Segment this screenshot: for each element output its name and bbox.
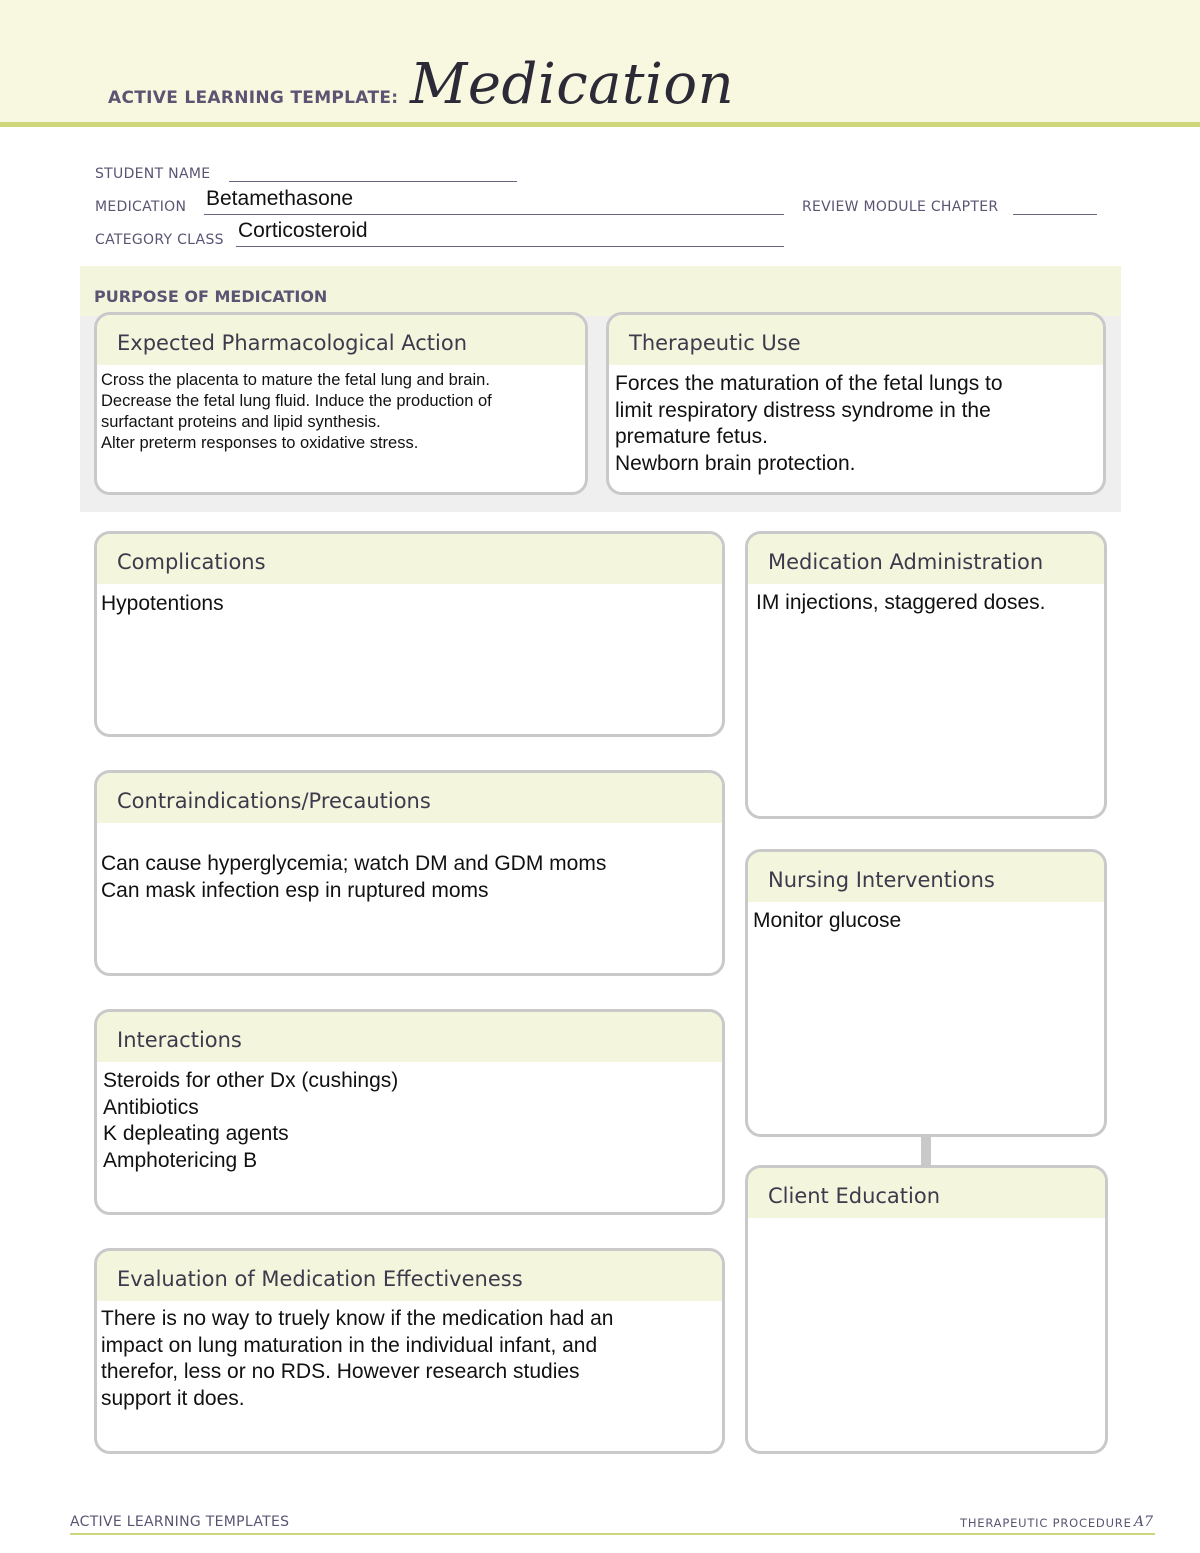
contraindications-text xyxy=(97,823,722,904)
category-class-value: Corticosteroid xyxy=(238,219,368,242)
footer-rule xyxy=(70,1533,1155,1535)
template-label: ACTIVE LEARNING TEMPLATE: xyxy=(108,88,399,108)
therapeutic-use-text xyxy=(609,365,1103,477)
text-line: Cross the placenta to mature the fetal lung and brain. xyxy=(101,371,490,389)
client-education-text xyxy=(748,1218,1105,1224)
nursing-interventions-heading: Nursing Interventions xyxy=(748,852,1104,902)
text-line: Forces the maturation of the fetal lungs to xyxy=(615,372,1003,395)
medication-administration-heading: Medication Administration xyxy=(748,534,1104,584)
text-line: Can mask infection esp in ruptured moms xyxy=(101,878,489,902)
review-module-field[interactable] xyxy=(1013,196,1097,215)
text-line: impact on lung maturation in the individual infant, and xyxy=(101,1333,598,1357)
text-line: IM injections, staggered doses. xyxy=(756,591,1046,614)
complications-text xyxy=(97,584,722,618)
medication-value: Betamethasone xyxy=(206,187,354,210)
page-number: A7 xyxy=(1134,1514,1154,1530)
text-line: There is no way to truely know if the medication had an xyxy=(101,1307,614,1330)
medication-administration-box[interactable] xyxy=(745,531,1107,819)
page-title: Medication xyxy=(410,52,735,117)
evaluation-box[interactable] xyxy=(94,1248,725,1454)
expected-action-box[interactable] xyxy=(94,312,588,495)
text-line: Monitor glucose xyxy=(753,909,902,932)
text-line: Antibiotics xyxy=(103,1095,199,1119)
text-line: support it does. xyxy=(101,1386,245,1410)
evaluation-text xyxy=(97,1301,722,1412)
text-line: Can cause hyperglycemia; watch DM and GDM moms xyxy=(101,852,607,875)
text-line: Alter preterm responses to oxidative stress. xyxy=(101,434,419,452)
text-line: Decrease the fetal lung fluid. Induce the production of xyxy=(101,392,492,410)
text-line: premature fetus. xyxy=(615,425,768,448)
text-line: surfactant proteins and lipid synthesis. xyxy=(101,413,381,431)
interactions-text xyxy=(97,1062,722,1174)
medication-administration-text xyxy=(748,584,1104,617)
box-connector xyxy=(921,1136,931,1166)
interactions-box[interactable] xyxy=(94,1009,725,1215)
text-line: Steroids for other Dx (cushings) xyxy=(103,1069,399,1092)
category-class-label: CATEGORY CLASS xyxy=(95,232,224,248)
text-line: Amphotericing B xyxy=(103,1148,258,1172)
evaluation-heading: Evaluation of Medication Effectiveness xyxy=(97,1251,722,1301)
nursing-interventions-box[interactable] xyxy=(745,849,1107,1137)
expected-action-heading: Expected Pharmacological Action xyxy=(97,315,585,365)
footer-right: THERAPEUTIC PROCEDURE xyxy=(960,1516,1132,1530)
contraindications-box[interactable] xyxy=(94,770,725,976)
client-education-box[interactable] xyxy=(745,1165,1108,1454)
footer-left: ACTIVE LEARNING TEMPLATES xyxy=(70,1514,290,1530)
purpose-title: PURPOSE OF MEDICATION xyxy=(94,287,328,306)
text-line: therefor, less or no RDS. However research studies xyxy=(101,1360,580,1383)
contraindications-heading: Contraindications/Precautions xyxy=(97,773,722,823)
complications-heading: Complications xyxy=(97,534,722,584)
nursing-interventions-text xyxy=(748,902,1104,935)
complications-box[interactable] xyxy=(94,531,725,737)
student-name-field[interactable] xyxy=(229,164,517,182)
medication-label: MEDICATION xyxy=(95,199,187,215)
review-module-label: REVIEW MODULE CHAPTER xyxy=(802,199,999,215)
text-line: limit respiratory distress syndrome in the xyxy=(615,398,991,422)
text-line: Newborn brain protection. xyxy=(615,451,856,475)
text-line: K depleating agents xyxy=(103,1122,289,1145)
expected-action-text xyxy=(97,365,585,454)
interactions-heading: Interactions xyxy=(97,1012,722,1062)
client-education-heading: Client Education xyxy=(748,1168,1105,1218)
therapeutic-use-box[interactable] xyxy=(606,312,1106,495)
therapeutic-use-heading: Therapeutic Use xyxy=(609,315,1103,365)
text-line: Hypotentions xyxy=(101,592,224,615)
student-name-label: STUDENT NAME xyxy=(95,166,211,182)
